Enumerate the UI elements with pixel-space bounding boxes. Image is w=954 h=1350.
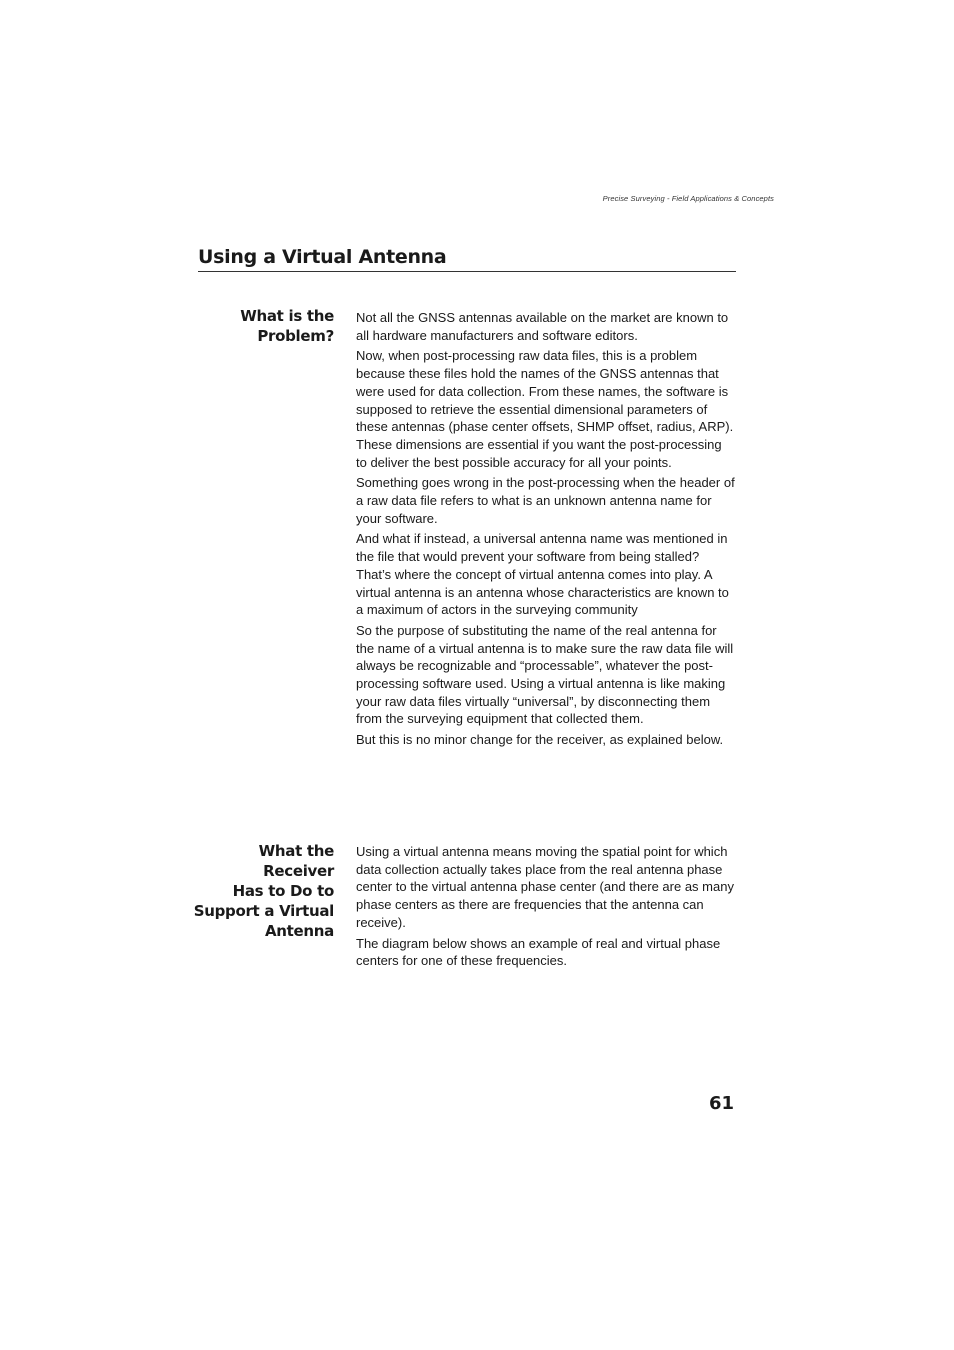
heading-line: What the Receiver	[258, 842, 334, 880]
paragraph: But this is no minor change for the receiver, as explained below.	[356, 732, 724, 748]
paragraph: Now, when post-processing raw data files, this is a problem because these files hold the names of the GNSS antennas that were used for data collection. From these names, the software is supposed to retrieve the essential dimensional parameters of these antennas (phase center offsets, SHMP offset, radius, ARP). These dimensions are essential if you want the post-processing to deliver the best possible accuracy for all your points.	[356, 348, 734, 470]
page-title: Using a Virtual Antenna	[198, 244, 736, 272]
heading-line: What is the	[240, 307, 334, 325]
paragraph: The diagram below shows an example of real and virtual phase centers for one of these frequencies.	[356, 935, 721, 969]
page-number: 61	[708, 1093, 734, 1114]
section-heading	[190, 841, 334, 941]
section-body	[356, 309, 736, 752]
paragraph: Not all the GNSS antennas available on the market are known to all hardware manufacturers and software editors.	[356, 310, 729, 343]
heading-line: Antenna	[264, 922, 334, 940]
heading-line: Problem?	[257, 327, 334, 345]
paragraph: So the purpose of substituting the name of the real antenna for the name of a virtual antenna is to make sure the raw data file will always be recognizable and “processable”, whatever the post-processing software used. Using a virtual antenna is like making your raw data files virtually “universal”, by disconnecting them from the surveying equipment that collected them.	[356, 622, 734, 727]
heading-line: Has to Do to	[232, 882, 334, 900]
running-header: Precise Surveying - Field Applications & Concepts	[602, 194, 774, 203]
section-heading	[190, 306, 334, 346]
paragraph: Using a virtual antenna means moving the spatial point for which data collection actually takes place from the real antenna phase center to the virtual antenna phase center (and there are as many phase centers as there are frequencies that the antenna can receive).	[356, 844, 734, 930]
paragraph: Something goes wrong in the post-processing when the header of a raw data file refers to what is an unknown antenna name for your software.	[356, 475, 735, 526]
paragraph: And what if instead, a universal antenna name was mentioned in the file that would prevent your software from being stalled? That’s where the concept of virtual antenna comes into play. A virtual antenna is an antenna whose characteristics are known to a maximum of actors in the surveying community	[356, 531, 729, 618]
section-body	[356, 843, 736, 973]
heading-line: Support a Virtual	[193, 902, 334, 920]
